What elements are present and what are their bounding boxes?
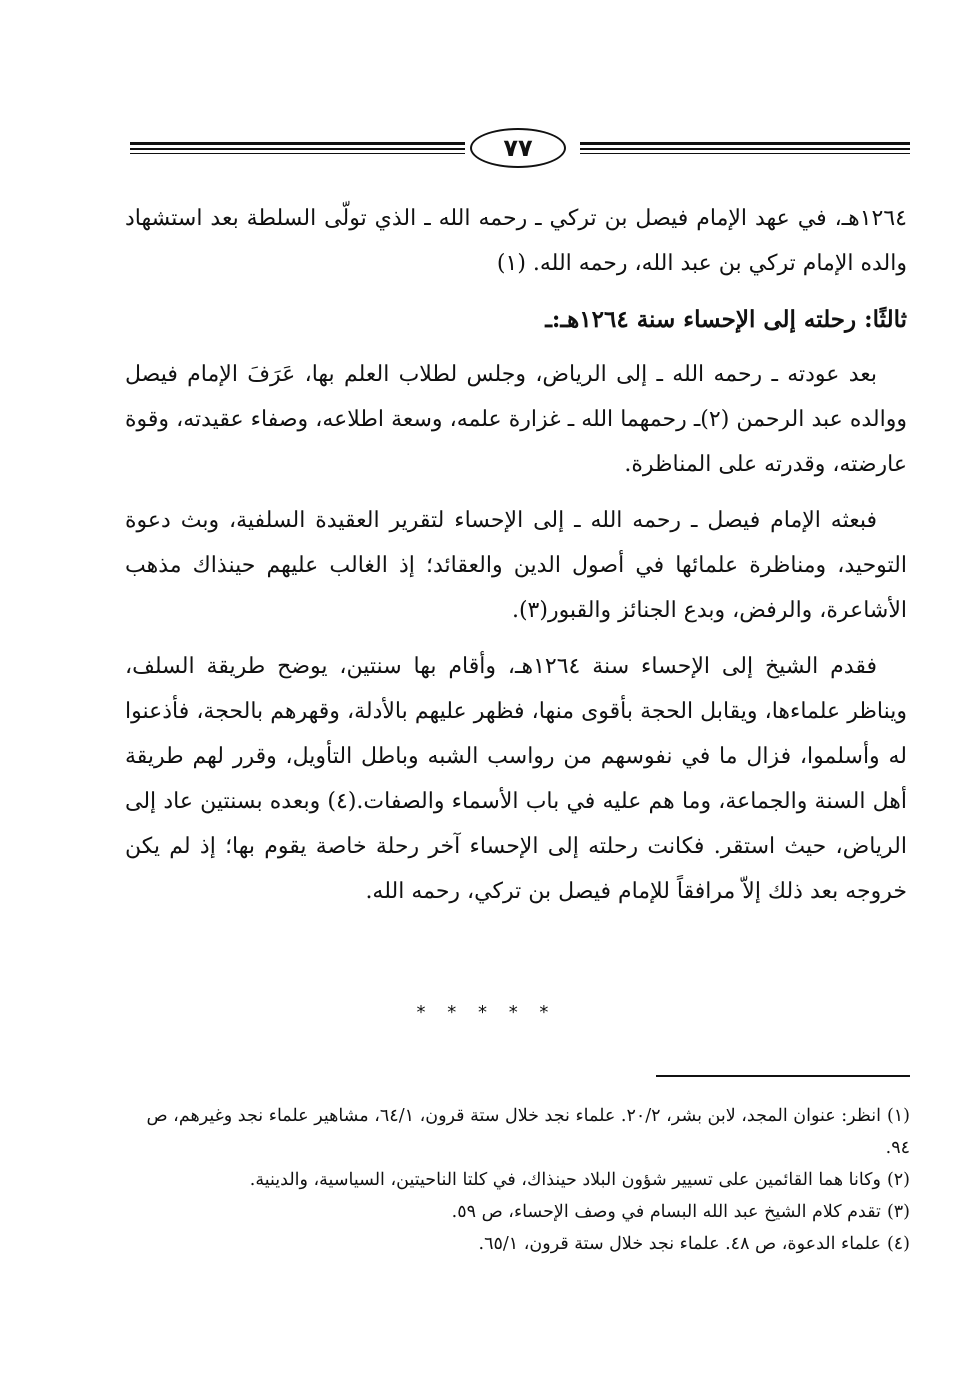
footnote-3 <box>130 1196 910 1228</box>
intro-block <box>125 196 907 286</box>
header-rule-right <box>580 142 910 154</box>
footnote-number: (١) <box>886 1106 910 1126</box>
page-number: ٧٧ <box>470 128 566 168</box>
footnote-text: انظر: عنوان المجد، لابن بشر، ٢٠/٢. علماء نجد خلال ستة قرون، ٦٤/١، مشاهير علماء نجد وغيرهم، ص ٩٤. <box>146 1106 910 1158</box>
footnote-4 <box>130 1228 910 1260</box>
intro-paragraph: ١٢٦٤هـ، في عهد الإمام فيصل بن تركي ـ رحمه الله ـ الذي تولّى السلطة بعد استشهاد والده الإمام تركي بن عبد الله، رحمه الله. (١) <box>125 206 907 276</box>
paragraph-3: فقدم الشيخ إلى الإحساء سنة ١٢٦٤هـ، وأقام بها سنتين، يوضح طريقة السلف، ويناظر علماءها، ويقابل الحجة بأقوى منها، فظهر عليهم بالأدلة، وقهرهم بالحجة، فأذعنوا له وأسلموا، فزال ما في نفوسهم من رواسب الشبه وباطل التأويل، وقرر لهم طريقة أهل السنة والجماعة، وما هم عليه في باب الأسماء والصفات.(٤) وبعده بسنتين عاد إلى الرياض، حيث استقر. فكانت رحلته إلى الإحساء آخر رحلة خاصة يقوم بها؛ إذ لم يكن خروجه بعد ذلك إلاّ مرافقاً للإمام فيصل بن تركي، رحمه الله. <box>125 654 908 904</box>
footnote-number: (٢) <box>886 1170 910 1190</box>
section-heading: ثالثًا: رحلته إلى الإحساء سنة ١٢٦٤هـ:ـ <box>545 306 907 333</box>
footnote-number: (٤) <box>886 1234 910 1254</box>
footnote-1 <box>130 1100 910 1164</box>
footnote-number: (٣) <box>886 1202 910 1222</box>
main-text <box>125 352 907 914</box>
footnote-text: علماء الدعوة، ص ٤٨. علماء نجد خلال ستة قرون، ٦٥/١. <box>478 1234 881 1254</box>
footnote-divider <box>656 1075 910 1077</box>
footnotes <box>130 1100 910 1260</box>
header-rule-left <box>130 142 465 154</box>
footnote-2 <box>130 1164 910 1196</box>
section-separator: * * * * * <box>416 1002 557 1023</box>
footnote-text: وكانا هما القائمين على تسيير شؤون البلاد حينذاك، في كلتا الناحيتين، السياسية، والدينية. <box>249 1170 881 1190</box>
paragraph-2: فبعثه الإمام فيصل ـ رحمه الله ـ إلى الإحساء لتقرير العقيدة السلفية، وبث دعوة التوحيد، ومناظرة علمائها في أصول الدين والعقائد؛ إذ الغالب عليهم حينذاك مذهب الأشاعرة، والرفض، وبدع الجنائز والقبور(٣). <box>125 508 907 623</box>
page-header <box>130 128 910 170</box>
paragraph-1: بعد عودته ـ رحمه الله ـ إلى الرياض، وجلس لطلاب العلم بها، عَرَفَ الإمام فيصل ووالده عبد الرحمن (٢)ـ رحمهما الله ـ غزارة علمه، وسعة اطلاعه، وصفاء عقيدته، وقوة عارضته، وقدرته على المناظرة. <box>125 362 907 477</box>
footnote-text: تقدم كلام الشيخ عبد الله البسام في وصف الإحساء، ص ٥٩. <box>451 1202 881 1222</box>
